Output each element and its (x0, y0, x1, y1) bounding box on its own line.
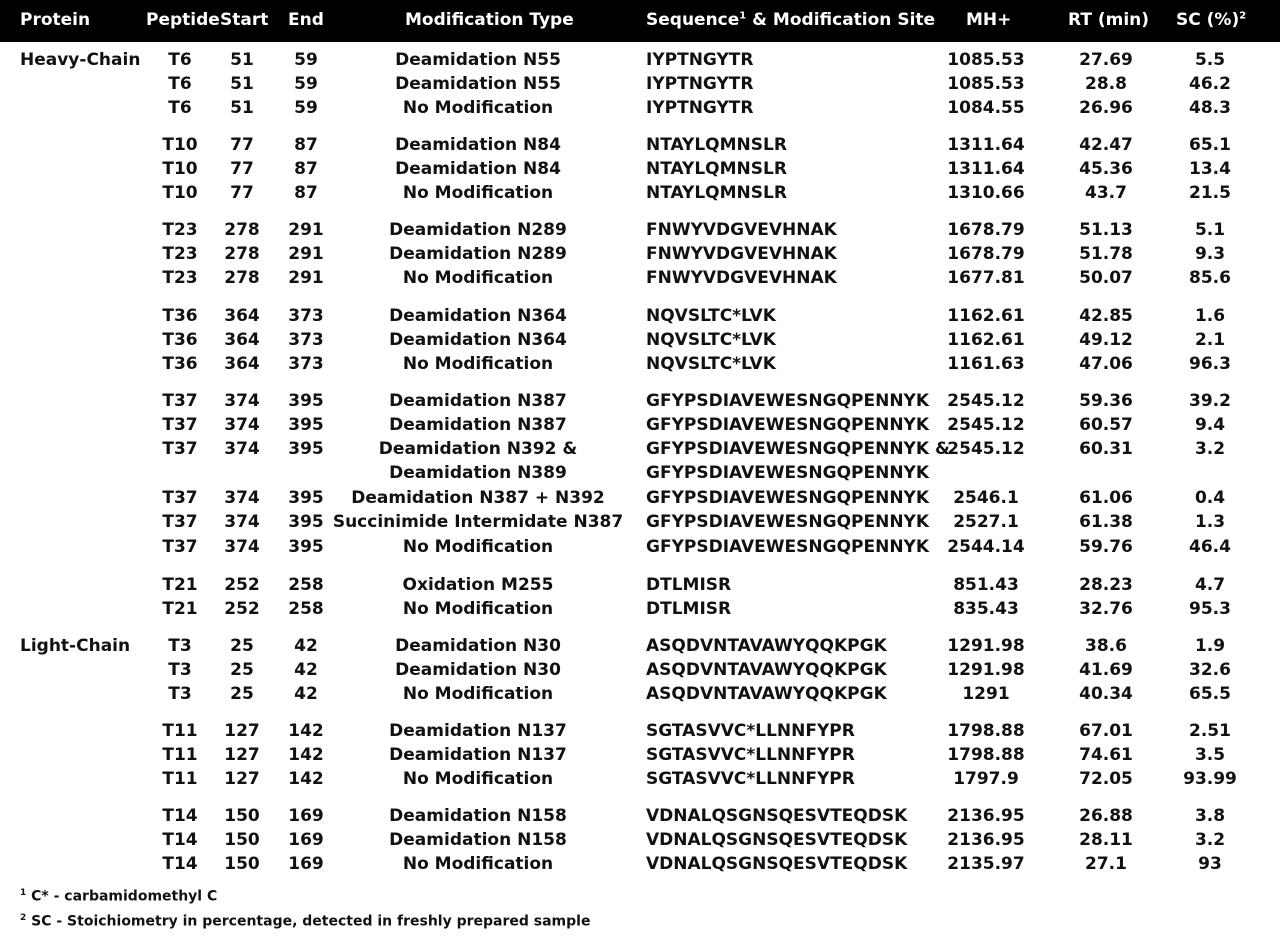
cell-mh: 1161.63 (947, 354, 1025, 374)
cell-seq: NTAYLQMNSLR (646, 135, 787, 155)
cell-peptide: T37 (162, 391, 198, 411)
cell-rt: 28.23 (1079, 575, 1133, 595)
cell-sc: 93.99 (1183, 769, 1237, 789)
cell-seq: SGTASVVC*LLNNFYPR (646, 769, 855, 789)
cell-end: 42 (294, 684, 318, 704)
cell-start: 150 (224, 854, 260, 874)
cell-start: 127 (224, 745, 260, 765)
cell-end: 59 (294, 98, 318, 118)
cell-rt: 51.13 (1079, 220, 1133, 240)
cell-rt: 72.05 (1079, 769, 1133, 789)
cell-mh: 2136.95 (947, 806, 1025, 826)
cell-seq: IYPTNGYTR (646, 98, 754, 118)
cell-end: 42 (294, 660, 318, 680)
cell-rt: 61.06 (1079, 488, 1133, 508)
cell-peptide: T37 (162, 512, 198, 532)
cell-mod: Deamidation N84 (395, 159, 561, 179)
footnote-2 (20, 913, 590, 930)
cell-seq: VDNALQSGNSQESVTEQDSK (646, 830, 908, 850)
cell-mod: No Modification (402, 537, 554, 557)
cell-start: 374 (224, 415, 260, 435)
cell-end: 291 (288, 220, 324, 240)
cell-end: 395 (288, 415, 324, 435)
cell-end: 395 (288, 439, 324, 459)
cell-sc: 1.3 (1194, 512, 1226, 532)
cell-seq: VDNALQSGNSQESVTEQDSK (646, 854, 908, 874)
cell-rt: 26.96 (1079, 98, 1133, 118)
cell-start: 278 (224, 268, 260, 288)
cell-sc: 96.3 (1189, 354, 1231, 374)
cell-mh: 1085.53 (947, 50, 1025, 70)
cell-peptide: T21 (162, 599, 198, 619)
cell-seq: GFYPSDIAVEWESNGQPENNYK (646, 512, 930, 532)
footnote-2-marker: 2 (20, 913, 27, 923)
cell-sc: 0.4 (1194, 488, 1226, 508)
cell-seq: GFYPSDIAVEWESNGQPENNYK & (646, 439, 950, 459)
cell-sc: 3.2 (1194, 439, 1226, 459)
cell-mh: 2545.12 (947, 439, 1025, 459)
cell-sc: 4.7 (1194, 575, 1226, 595)
cell-rt: 50.07 (1079, 268, 1133, 288)
cell-seq: ASQDVNTAVAWYQQKPGK (646, 660, 887, 680)
cell-seq: GFYPSDIAVEWESNGQPENNYK (646, 488, 930, 508)
cell-mod: No Modification (402, 268, 554, 288)
cell-peptide: T21 (162, 575, 198, 595)
cell-sc: 3.5 (1194, 745, 1226, 765)
cell-rt: 28.11 (1079, 830, 1133, 850)
cell-rt: 59.76 (1079, 537, 1133, 557)
cell-mod: No Modification (402, 684, 554, 704)
cell-seq: FNWYVDGVEVHNAK (646, 244, 837, 264)
cell-rt: 28.8 (1085, 74, 1127, 94)
cell-sc: 2.1 (1194, 330, 1226, 350)
cell-mh: 1797.9 (953, 769, 1019, 789)
cell-rt: 49.12 (1079, 330, 1133, 350)
cell-seq: GFYPSDIAVEWESNGQPENNYK (646, 537, 930, 557)
header-sc-sup: 2 (1239, 10, 1247, 22)
cell-mh: 1291 (962, 684, 1010, 704)
cell-end: 59 (294, 50, 318, 70)
cell-mod: Deamidation N387 (389, 415, 567, 435)
cell-mod: Deamidation N364 (389, 306, 567, 326)
cell-end: 42 (294, 636, 318, 656)
cell-rt: 38.6 (1085, 636, 1127, 656)
cell-mh: 1162.61 (947, 330, 1025, 350)
cell-protein: Light-Chain (20, 636, 131, 656)
header-peptide: Peptide (146, 10, 220, 30)
cell-start: 364 (224, 354, 260, 374)
footnote-2-text: SC - Stoichiometry in percentage, detected in freshly prepared sample (26, 913, 591, 930)
cell-mod: Deamidation N387 + N392 (351, 488, 605, 508)
cell-seq: ASQDVNTAVAWYQQKPGK (646, 636, 887, 656)
cell-end: 373 (288, 306, 324, 326)
cell-start: 364 (224, 306, 260, 326)
cell-seq: NQVSLTC*LVK (646, 306, 776, 326)
cell-rt: 60.57 (1079, 415, 1133, 435)
cell-start: 374 (224, 391, 260, 411)
cell-sc: 93 (1198, 854, 1222, 874)
cell-rt: 42.47 (1079, 135, 1133, 155)
cell-mod: Deamidation N392 & (378, 439, 578, 459)
cell-mh: 1678.79 (947, 244, 1025, 264)
cell-rt: 32.76 (1079, 599, 1133, 619)
cell-end: 258 (288, 575, 324, 595)
cell-end: 59 (294, 74, 318, 94)
header-mh: MH+ (966, 10, 1012, 30)
cell-mod: Deamidation N364 (389, 330, 567, 350)
cell-mh: 1310.66 (947, 183, 1025, 203)
cell-start: 374 (224, 488, 260, 508)
cell-mod: Succinimide Intermidate N387 (332, 512, 624, 532)
cell-peptide: T23 (162, 244, 198, 264)
cell-sc: 39.2 (1189, 391, 1231, 411)
cell-peptide: T3 (168, 684, 192, 704)
cell-mod: Deamidation N158 (389, 806, 567, 826)
cell-start: 77 (230, 159, 254, 179)
cell-rt: 51.78 (1079, 244, 1133, 264)
cell-end: 373 (288, 354, 324, 374)
cell-mh: 1085.53 (947, 74, 1025, 94)
cell-start: 77 (230, 183, 254, 203)
cell-mh: 2136.95 (947, 830, 1025, 850)
cell-peptide: T36 (162, 330, 198, 350)
cell-end: 142 (288, 769, 324, 789)
cell-peptide: T36 (162, 354, 198, 374)
cell-mod: Deamidation N289 (389, 220, 567, 240)
cell-peptide: T37 (162, 415, 198, 435)
cell-seq: ASQDVNTAVAWYQQKPGK (646, 684, 887, 704)
cell-mod: Deamidation N30 (395, 660, 561, 680)
header-protein: Protein (20, 10, 91, 30)
cell-sc: 13.4 (1189, 159, 1231, 179)
cell-peptide: T11 (162, 745, 198, 765)
cell-end: 87 (294, 135, 318, 155)
cell-end: 169 (288, 854, 324, 874)
cell-sc: 5.5 (1194, 50, 1226, 70)
cell-rt: 26.88 (1079, 806, 1133, 826)
cell-peptide: T14 (162, 806, 198, 826)
cell-sc: 9.4 (1194, 415, 1226, 435)
cell-mh: 1291.98 (947, 636, 1025, 656)
cell-end: 395 (288, 391, 324, 411)
cell-mh: 1798.88 (947, 745, 1025, 765)
cell-end: 169 (288, 806, 324, 826)
cell-start: 252 (224, 575, 260, 595)
cell-end: 395 (288, 488, 324, 508)
cell-mod: Deamidation N137 (389, 745, 567, 765)
cell-mh: 1162.61 (947, 306, 1025, 326)
cell-peptide: T6 (168, 74, 192, 94)
cell-mh: 2545.12 (947, 415, 1025, 435)
cell-peptide: T14 (162, 854, 198, 874)
cell-start: 364 (224, 330, 260, 350)
cell-start: 374 (224, 537, 260, 557)
cell-rt: 47.06 (1079, 354, 1133, 374)
cell-start: 77 (230, 135, 254, 155)
cell-sc: 32.6 (1189, 660, 1231, 680)
cell-mod: Deamidation N84 (395, 135, 561, 155)
cell-mh: 2545.12 (947, 391, 1025, 411)
cell-sc: 48.3 (1189, 98, 1231, 118)
cell-peptide: T11 (162, 721, 198, 741)
cell-peptide: T10 (162, 159, 198, 179)
cell-rt: 42.85 (1079, 306, 1133, 326)
cell-rt: 43.7 (1085, 183, 1127, 203)
cell-sc: 46.2 (1189, 74, 1231, 94)
cell-seq: DTLMISR (646, 575, 732, 595)
cell-end: 142 (288, 745, 324, 765)
cell-start: 51 (230, 74, 254, 94)
cell-mod: Deamidation N289 (389, 244, 567, 264)
cell-sc: 21.5 (1189, 183, 1231, 203)
cell-end: 87 (294, 159, 318, 179)
cell-mh: 1311.64 (947, 135, 1025, 155)
cell-peptide: T10 (162, 183, 198, 203)
cell-mh: 835.43 (953, 599, 1019, 619)
cell-mh: 851.43 (953, 575, 1019, 595)
cell-seq: VDNALQSGNSQESVTEQDSK (646, 806, 908, 826)
cell-seq: NQVSLTC*LVK (646, 354, 776, 374)
cell-mh: 2527.1 (953, 512, 1019, 532)
cell-mod: Deamidation N55 (395, 74, 561, 94)
cell-peptide: T23 (162, 268, 198, 288)
cell-rt: 45.36 (1079, 159, 1133, 179)
cell-peptide: T36 (162, 306, 198, 326)
cell-end: 395 (288, 537, 324, 557)
header-sc-label: SC (%) (1176, 10, 1240, 30)
cell-start: 374 (224, 512, 260, 532)
cell-peptide: T23 (162, 220, 198, 240)
cell-seq: FNWYVDGVEVHNAK (646, 268, 837, 288)
cell-sc: 1.9 (1194, 636, 1226, 656)
cell-mh: 2135.97 (947, 854, 1025, 874)
footnote-1-text: C* - carbamidomethyl C (26, 888, 218, 905)
cell-sc: 95.3 (1189, 599, 1231, 619)
cell-seq: NTAYLQMNSLR (646, 159, 787, 179)
cell-seq: GFYPSDIAVEWESNGQPENNYK (646, 391, 930, 411)
cell-mod: No Modification (402, 98, 554, 118)
cell-mod: Deamidation N30 (395, 636, 561, 656)
header-modification-type: Modification Type (405, 10, 574, 30)
cell-start: 25 (230, 636, 254, 656)
cell-peptide: T14 (162, 830, 198, 850)
cell-seq: NTAYLQMNSLR (646, 183, 787, 203)
cell-start: 150 (224, 830, 260, 850)
cell-end: 169 (288, 830, 324, 850)
cell-seq: SGTASVVC*LLNNFYPR (646, 745, 855, 765)
cell-mh: 1084.55 (947, 98, 1025, 118)
cell-mh: 1291.98 (947, 660, 1025, 680)
cell-peptide: T37 (162, 439, 198, 459)
cell-mh: 2544.14 (947, 537, 1025, 557)
cell-seq: NQVSLTC*LVK (646, 330, 776, 350)
header-rt: RT (min) (1068, 10, 1150, 30)
cell-mod: Deamidation N55 (395, 50, 561, 70)
cell-seq: DTLMISR (646, 599, 732, 619)
cell-seq: IYPTNGYTR (646, 74, 754, 94)
cell-mh: 1798.88 (947, 721, 1025, 741)
cell-rt: 27.69 (1079, 50, 1133, 70)
cell-seq: SGTASVVC*LLNNFYPR (646, 721, 855, 741)
cell-sc: 9.3 (1194, 244, 1226, 264)
footnote-1-marker: 1 (20, 888, 27, 898)
cell-start: 127 (224, 769, 260, 789)
cell-start: 25 (230, 684, 254, 704)
cell-end: 87 (294, 183, 318, 203)
cell-peptide: T6 (168, 50, 192, 70)
cell-mod: No Modification (402, 854, 554, 874)
cell-start: 127 (224, 721, 260, 741)
cell-mod: No Modification (402, 183, 554, 203)
cell-end: 373 (288, 330, 324, 350)
cell-sc: 5.1 (1194, 220, 1226, 240)
cell-seq: IYPTNGYTR (646, 50, 754, 70)
cell-end: 258 (288, 599, 324, 619)
cell-peptide: T6 (168, 98, 192, 118)
cell-rt: 59.36 (1079, 391, 1133, 411)
header-end: End (288, 10, 324, 30)
cell-start: 252 (224, 599, 260, 619)
cell-rt: 27.1 (1085, 854, 1127, 874)
cell-rt: 60.31 (1079, 439, 1133, 459)
cell-peptide: T3 (168, 660, 192, 680)
cell-start: 278 (224, 244, 260, 264)
cell-sc: 46.4 (1189, 537, 1231, 557)
cell-rt: 61.38 (1079, 512, 1133, 532)
header-sequence-sup: 1 (739, 10, 747, 22)
cell-peptide: T11 (162, 769, 198, 789)
cell-end: 395 (288, 512, 324, 532)
header-sequence-suffix: & Modification Site (746, 10, 936, 30)
cell-protein: Heavy-Chain (20, 50, 141, 70)
cell-sc: 65.5 (1189, 684, 1231, 704)
cell-mh: 1678.79 (947, 220, 1025, 240)
cell-mod: No Modification (402, 769, 554, 789)
cell-rt: 67.01 (1079, 721, 1133, 741)
header-start: Start (220, 10, 269, 30)
cell-mh: 1311.64 (947, 159, 1025, 179)
cell-start: 278 (224, 220, 260, 240)
cell-end: 291 (288, 244, 324, 264)
cell-mod: Deamidation N389 (389, 463, 567, 483)
cell-end: 291 (288, 268, 324, 288)
cell-mod: Deamidation N387 (389, 391, 567, 411)
cell-mh: 1677.81 (947, 268, 1025, 288)
cell-peptide: T37 (162, 488, 198, 508)
cell-peptide: T37 (162, 537, 198, 557)
cell-end: 142 (288, 721, 324, 741)
cell-sc: 1.6 (1194, 306, 1226, 326)
cell-mod: Oxidation M255 (402, 575, 554, 595)
cell-sc: 3.2 (1194, 830, 1226, 850)
cell-sc: 2.51 (1189, 721, 1231, 741)
cell-seq: GFYPSDIAVEWESNGQPENNYK (646, 415, 930, 435)
cell-mod: Deamidation N158 (389, 830, 567, 850)
cell-peptide: T3 (168, 636, 192, 656)
cell-start: 51 (230, 50, 254, 70)
cell-mod: Deamidation N137 (389, 721, 567, 741)
cell-rt: 74.61 (1079, 745, 1133, 765)
cell-mod: No Modification (402, 354, 554, 374)
cell-start: 51 (230, 98, 254, 118)
cell-seq: FNWYVDGVEVHNAK (646, 220, 837, 240)
header-sequence-label: Sequence (646, 10, 740, 30)
cell-sc: 65.1 (1189, 135, 1231, 155)
cell-sc: 3.8 (1194, 806, 1226, 826)
cell-peptide: T10 (162, 135, 198, 155)
cell-start: 25 (230, 660, 254, 680)
cell-rt: 41.69 (1079, 660, 1133, 680)
cell-mod: No Modification (402, 599, 554, 619)
cell-seq: GFYPSDIAVEWESNGQPENNYK (646, 463, 930, 483)
footnote-1 (20, 888, 217, 905)
cell-mh: 2546.1 (953, 488, 1019, 508)
cell-sc: 85.6 (1189, 268, 1231, 288)
cell-start: 150 (224, 806, 260, 826)
cell-rt: 40.34 (1079, 684, 1133, 704)
cell-start: 374 (224, 439, 260, 459)
